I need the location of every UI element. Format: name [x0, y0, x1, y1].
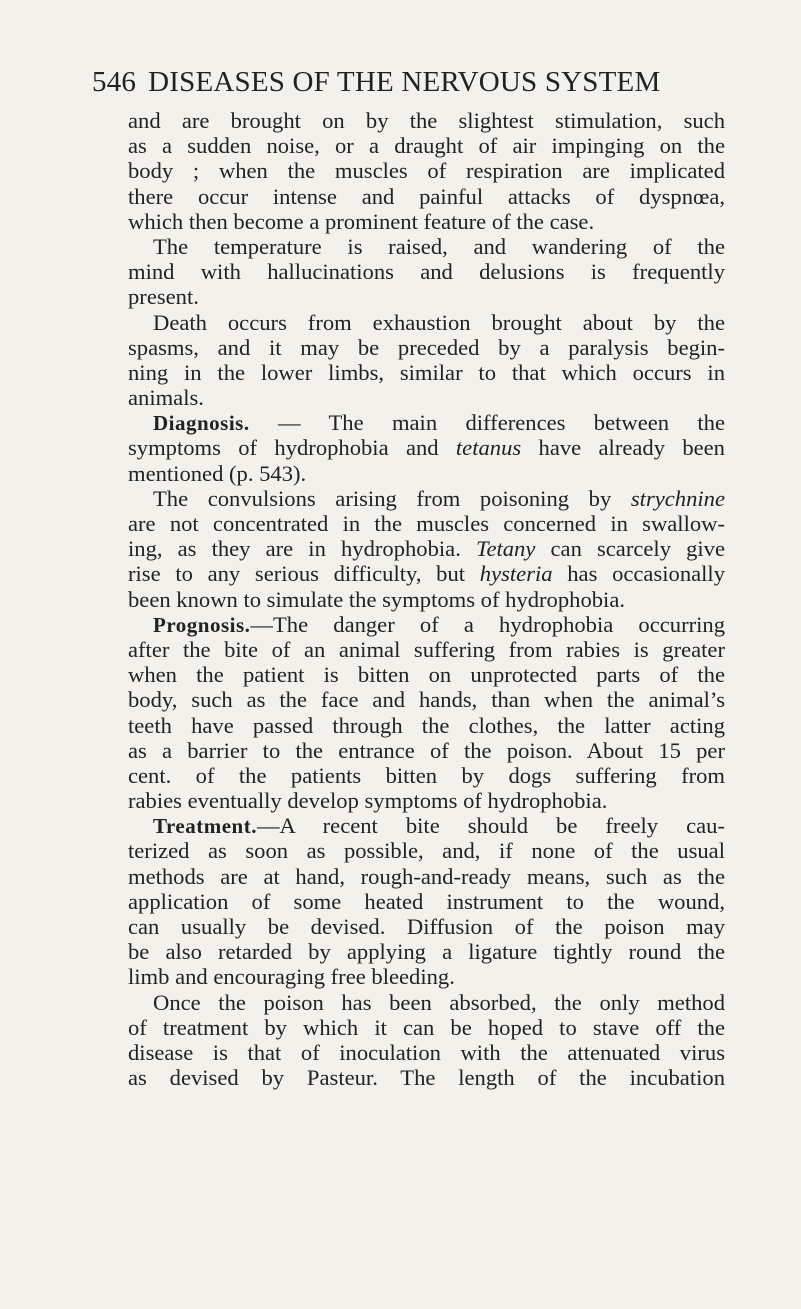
text-run: body ; when the muscles of respiration are implicated — [128, 158, 725, 184]
text-line — [128, 964, 725, 989]
text-line — [128, 360, 725, 385]
text-line — [128, 914, 725, 939]
text-run: there occur intense and painful attacks of dyspnœa, — [128, 183, 725, 209]
text-run: mentioned (p. 543). — [128, 460, 307, 486]
text-line — [128, 788, 725, 813]
text-run: rise to any serious difficulty, but — [128, 561, 480, 587]
text-run: can usually be devised. Diffusion of the poison may — [128, 914, 725, 939]
text-line — [128, 713, 725, 738]
text-line — [128, 335, 725, 360]
text-line — [128, 108, 725, 133]
text-run: ing, as they are in hydrophobia. — [128, 536, 476, 562]
text-run: are not concentrated in the muscles concerned in swallow- — [128, 511, 725, 536]
text-run: —A recent bite should be freely cau- — [256, 813, 725, 839]
text-line — [128, 461, 725, 486]
text-line — [128, 662, 725, 687]
text-line — [128, 990, 725, 1015]
text-run: when the patient is bitten on unprotected parts of the — [128, 662, 725, 688]
text-run: can scarcely give — [535, 536, 726, 562]
text-run: spasms, and it may be preceded by a paralysis begin- — [128, 334, 725, 360]
text-line — [128, 1065, 725, 1090]
text-line — [128, 410, 725, 435]
text-run: which then become a prominent feature of the case. — [128, 208, 595, 234]
text-line — [128, 838, 725, 863]
text-line — [128, 284, 725, 309]
text-run: present. — [128, 284, 199, 310]
running-header — [92, 66, 722, 99]
text-run: after the bite of an animal suffering from rabies is greater — [128, 636, 725, 662]
text-run: Once the poison has been absorbed, the only method — [153, 989, 725, 1015]
text-run: of treatment by which it can be hoped to stave off the — [128, 1014, 725, 1040]
text-line — [128, 813, 725, 838]
running-title: DISEASES OF THE NERVOUS SYSTEM — [148, 66, 661, 98]
text-line — [128, 637, 725, 662]
italic-term: hysteria — [479, 561, 553, 587]
text-run: cent. of the patients bitten by dogs suffering from — [128, 762, 725, 788]
text-line — [128, 612, 725, 637]
text-run: Death occurs from exhaustion brought about by the — [153, 309, 725, 335]
text-line — [128, 209, 725, 234]
italic-term: tetanus — [455, 435, 522, 461]
text-line — [128, 511, 725, 536]
text-line — [128, 939, 725, 964]
text-line — [128, 1015, 725, 1040]
text-run: been known to simulate the symptoms of hydrophobia. — [128, 586, 625, 612]
text-run: as devised by Pasteur. The length of the incubation — [128, 1065, 725, 1091]
text-run: be also retarded by applying a ligature tightly round the — [128, 939, 725, 965]
text-line — [128, 864, 725, 889]
text-run: application of some heated instrument to the wound, — [128, 888, 725, 914]
text-line — [128, 763, 725, 788]
text-line — [128, 259, 725, 284]
italic-term: strychnine — [630, 485, 725, 511]
text-line — [128, 587, 725, 612]
text-run: disease is that of inoculation with the attenuated virus — [128, 1039, 725, 1065]
text-run: has occasionally — [552, 561, 726, 587]
text-run: — The main differences between the — [249, 410, 725, 436]
text-line — [128, 687, 725, 712]
text-run: —The danger of a hydrophobia occurring — [250, 611, 725, 637]
text-run: The temperature is raised, and wandering of the — [153, 233, 725, 259]
text-run: and are brought on by the slightest stimulation, such — [128, 108, 725, 133]
text-line — [128, 1040, 725, 1065]
text-run: teeth have passed through the clothes, the latter acting — [128, 712, 725, 738]
text-line — [128, 184, 725, 209]
text-run: ning in the lower limbs, similar to that which occurs in — [128, 359, 725, 385]
text-run: methods are at hand, rough-and-ready means, such as the — [128, 863, 725, 889]
text-line — [128, 738, 725, 763]
text-line — [128, 536, 725, 561]
text-line — [128, 234, 725, 259]
text-run: symptoms of hydrophobia and — [128, 435, 456, 461]
text-line — [128, 385, 725, 410]
text-line — [128, 310, 725, 335]
text-line — [128, 133, 725, 158]
text-run: The convulsions arising from poisoning by — [153, 485, 631, 511]
section-heading: Diagnosis. — [153, 411, 250, 436]
text-line — [128, 435, 725, 460]
text-run: mind with hallucinations and delusions is frequently — [128, 259, 725, 285]
text-run: as a sudden noise, or a draught of air impinging on the — [128, 133, 725, 159]
text-line — [128, 889, 725, 914]
text-line — [128, 486, 725, 511]
page-number: 546 — [92, 66, 137, 98]
text-run: terized as soon as possible, and, if none of the usual — [128, 838, 725, 864]
text-run: body, such as the face and hands, than when the animal’s — [128, 687, 725, 713]
text-run: limb and encouraging free bleeding. — [128, 964, 455, 990]
text-line — [128, 158, 725, 183]
text-run: as a barrier to the entrance of the poison. About 15 per — [128, 737, 725, 763]
text-run: rabies eventually develop symptoms of hydrophobia. — [128, 788, 608, 814]
text-line — [128, 561, 725, 586]
text-run: animals. — [128, 385, 204, 411]
italic-term: Tetany — [475, 536, 536, 562]
body-text — [128, 108, 725, 1090]
section-heading: Treatment. — [153, 814, 257, 839]
text-run: have already been — [521, 435, 725, 461]
section-heading: Prognosis. — [153, 612, 251, 637]
